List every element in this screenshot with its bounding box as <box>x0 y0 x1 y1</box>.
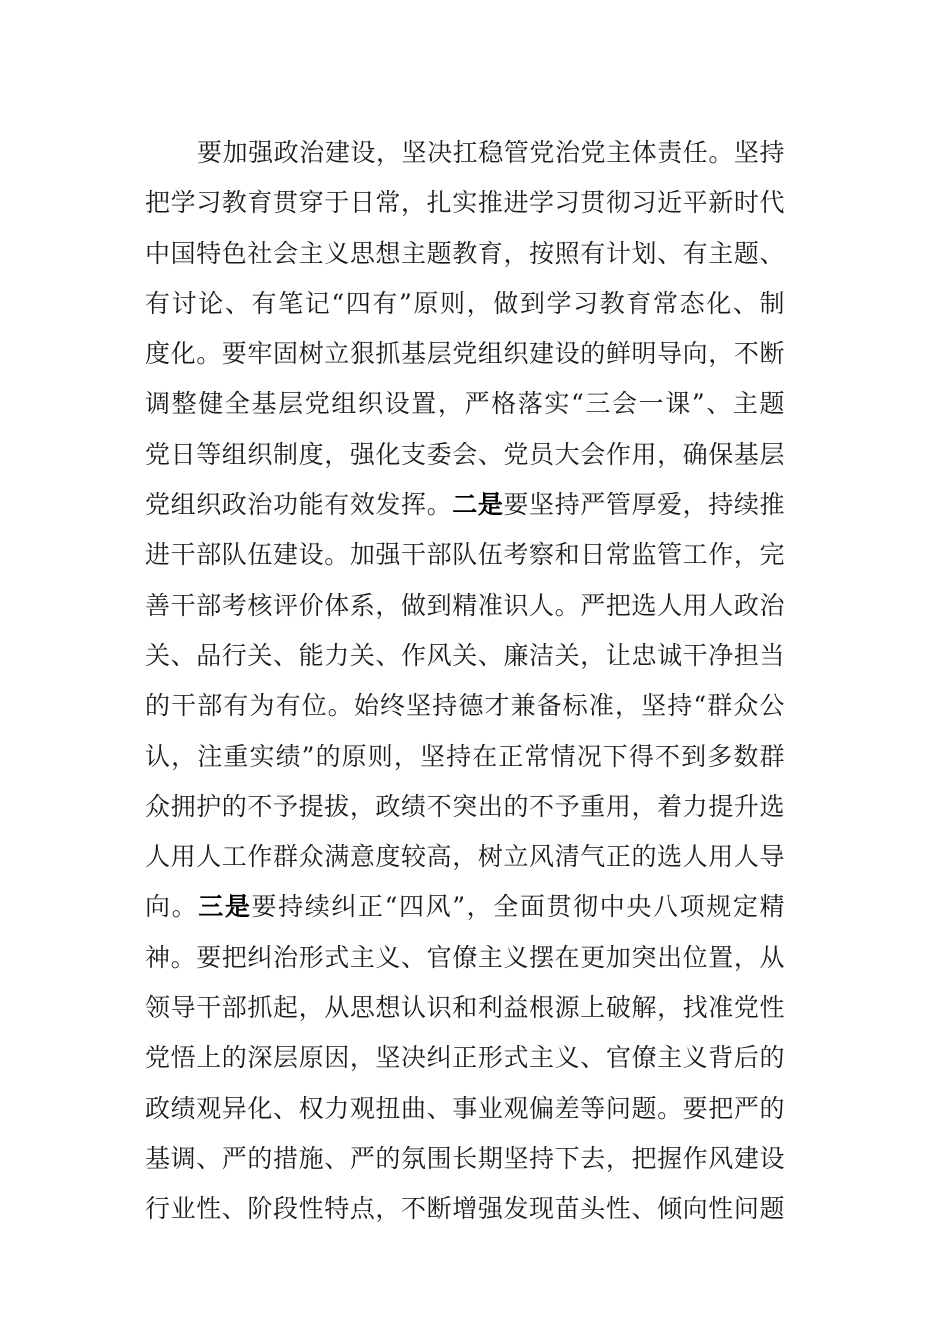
text-segment: 调整健全基层党组织设置，严格落实“三会一课”、主题 <box>145 389 785 419</box>
text-segment: 认，注重实绩”的原则，坚持在正常情况下得不到多数群 <box>145 741 785 771</box>
text-segment: 众拥护的不予提拔，政绩不突出的不予重用，着力提升选 <box>145 791 785 821</box>
text-line <box>145 581 785 631</box>
text-segment: 神。要把纠治形式主义、官僚主义摆在更加突出位置，从 <box>145 942 785 972</box>
text-segment: 领导干部抓起，从思想认识和利益根源上破解，找准党性 <box>145 993 785 1023</box>
text-segment: 党日等组织制度，强化支委会、党员大会作用，确保基层 <box>145 439 785 469</box>
text-line <box>145 1184 785 1234</box>
text-segment: 要持续纠正“四风”，全面贯彻中央八项规定精 <box>251 892 785 922</box>
text-line <box>145 882 785 932</box>
text-line <box>145 933 785 983</box>
text-line <box>145 681 785 731</box>
text-segment: 的干部有为有位。始终坚持德才兼备标准，坚持“群众公 <box>145 691 785 721</box>
text-segment: 向。 <box>145 892 199 922</box>
text-segment: 政绩观异化、权力观扭曲、事业观偏差等问题。要把严的 <box>145 1093 785 1123</box>
text-line <box>145 279 785 329</box>
text-line <box>145 1033 785 1083</box>
text-segment: 关、品行关、能力关、作风关、廉洁关，让忠诚干净担当 <box>145 640 785 670</box>
text-line <box>145 983 785 1033</box>
text-segment: 中国特色社会主义思想主题教育，按照有计划、有主题、 <box>145 238 785 268</box>
bold-marker: 三是 <box>198 892 252 922</box>
text-line <box>145 1084 785 1134</box>
text-segment: 行业性、阶段性特点，不断增强发现苗头性、倾向性问题 <box>145 1194 785 1224</box>
text-segment: 有讨论、有笔记“四有”原则，做到学习教育常态化、制 <box>145 288 785 318</box>
text-line <box>145 1134 785 1184</box>
text-segment: 度化。要牢固树立狠抓基层党组织建设的鲜明导向，不断 <box>145 339 785 369</box>
text-line <box>145 832 785 882</box>
text-line <box>145 329 785 379</box>
text-line <box>145 128 785 178</box>
text-segment: 善干部考核评价体系，做到精准识人。严把选人用人政治 <box>145 590 785 620</box>
text-segment: 要加强政治建设，坚决扛稳管党治党主体责任。坚持 <box>197 138 785 167</box>
text-line <box>145 480 785 530</box>
text-line <box>145 631 785 681</box>
text-line <box>145 430 785 480</box>
text-segment: 基调、严的措施、严的氛围长期坚持下去，把握作风建设 <box>145 1143 785 1173</box>
bold-marker: 二是 <box>452 490 504 520</box>
text-line <box>145 782 785 832</box>
text-segment: 人用人工作群众满意度较高，树立风清气正的选人用人导 <box>145 842 785 872</box>
text-line <box>145 379 785 429</box>
text-segment: 进干部队伍建设。加强干部队伍考察和日常监管工作，完 <box>145 540 785 570</box>
body-paragraph <box>145 128 785 1235</box>
text-line <box>145 229 785 279</box>
text-line <box>145 530 785 580</box>
text-segment: 把学习教育贯穿于日常，扎实推进学习贯彻习近平新时代 <box>145 188 785 218</box>
text-segment: 党组织政治功能有效发挥。 <box>145 490 453 520</box>
text-segment: 党悟上的深层原因，坚决纠正形式主义、官僚主义背后的 <box>145 1043 785 1073</box>
text-line <box>145 178 785 228</box>
text-segment: 要坚持严管厚爱，持续推 <box>503 490 785 520</box>
text-line <box>145 732 785 782</box>
